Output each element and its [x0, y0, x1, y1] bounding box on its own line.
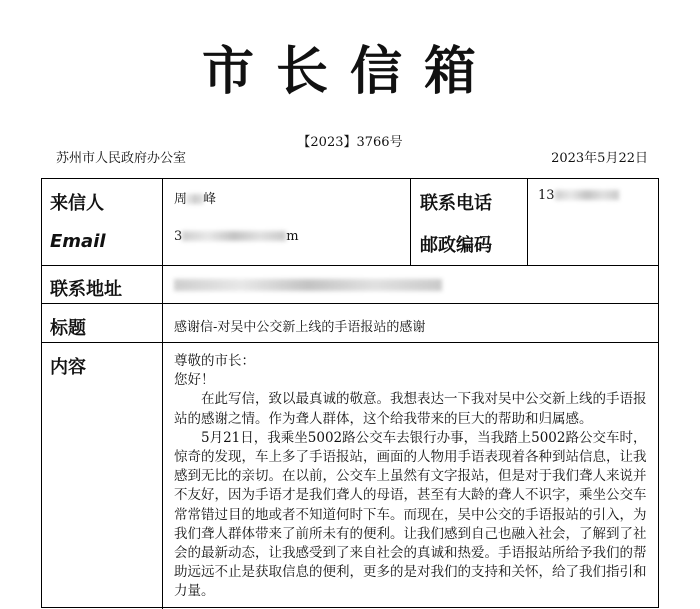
address-value-redacted — [174, 279, 442, 291]
postcode-label: 邮政编码 — [420, 235, 492, 256]
row-divider — [42, 303, 658, 304]
letter-greeting: 您好！ — [174, 372, 215, 389]
issuing-office: 苏州市人民政府办公室 — [56, 151, 187, 166]
document-number: 【2023】3766号 — [297, 135, 403, 150]
letter-content — [174, 352, 652, 602]
letter-form-table — [41, 178, 659, 608]
email-value: 3 m — [174, 229, 299, 244]
letter-paragraph: 5月21日，我乘坐5002路公交车去银行办事，当我踏上5002路公交车时，惊奇的发现，车上多了手语报站，画面的人物用手语表现着各种到站信息，让我感到无比的亲切。在以前，公交车上虽然有文字报站，但是对于我们聋人来说并不友好，因为手语才是我们聋人的母语，甚至有大龄的聋人不识字，乘坐公交车常常错过目的地或者不知道何时下车。而现在，吴中公交的手语报站的引入，为我们聋人群体带来了前所未有的便利。让我们感到自己也融入社会，了解到了社会的最新动态，让我感受到了来自社会的真诚和热爱。手语报站所给予我们的帮助远远不止是获取信息的便利，更多的是对我们的支持和关怀，给了我们指引和力量。 — [174, 429, 647, 600]
letter-salutation: 尊敬的市长： — [174, 353, 255, 369]
sender-value: 周 峰 — [174, 192, 217, 207]
row-divider — [42, 265, 658, 266]
subject-value: 感谢信-对吴中公交新上线的手语报站的感谢 — [174, 320, 426, 335]
letter-paragraph: 在此写信，致以最真诚的敬意。我想表达一下我对吴中公交新上线的手语报站的感谢之情。作为聋人群体，这个给我带来的巨大的帮助和归属感。 — [174, 391, 647, 427]
email-label: Email — [50, 231, 106, 252]
sender-label: 来信人 — [50, 193, 104, 214]
subject-label: 标题 — [50, 318, 86, 339]
document-date: 2023年5月22日 — [551, 151, 648, 166]
page-title: 市长信箱 — [201, 42, 498, 102]
address-label: 联系地址 — [50, 279, 122, 300]
phone-value: 13 — [538, 188, 619, 203]
content-label: 内容 — [50, 357, 86, 378]
column-divider — [162, 179, 163, 609]
column-divider — [527, 179, 528, 265]
row-divider — [42, 342, 658, 343]
column-divider — [410, 179, 411, 265]
phone-label: 联系电话 — [420, 193, 492, 214]
